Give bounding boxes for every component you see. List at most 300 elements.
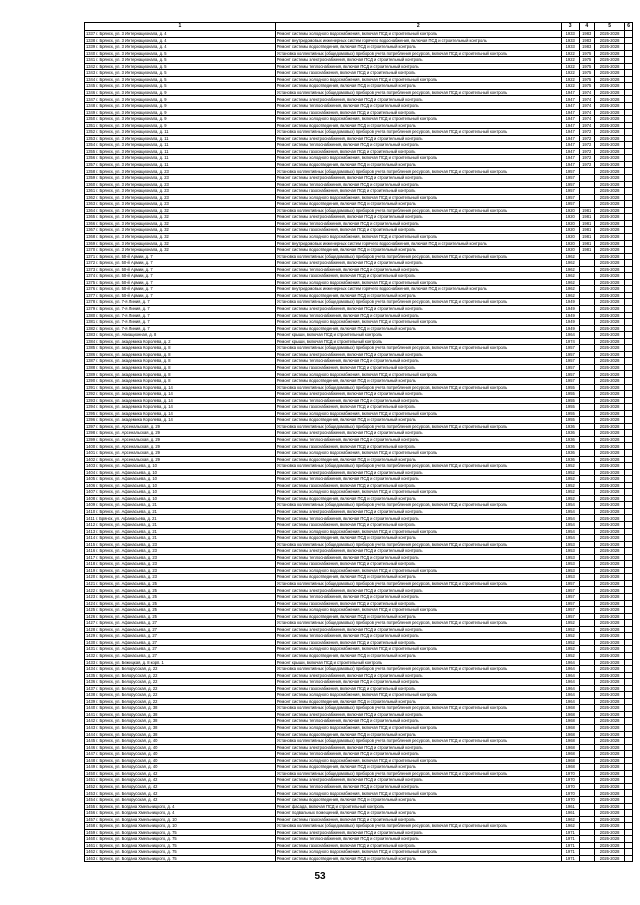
row-number: 1353 [86, 135, 96, 141]
build-year-cell: 1964 [561, 685, 579, 692]
row-number: 1369 [86, 240, 96, 246]
row-number: 1382 [86, 325, 96, 331]
row-number: 1387 [86, 358, 96, 364]
last-repair-year-cell: 1974 [579, 96, 594, 103]
build-year-cell: 1922 [561, 70, 579, 77]
build-year-cell: 1920 [561, 240, 579, 247]
address: г. Брянск, ул. 3 Интернационала, д. 11 [96, 142, 169, 148]
row-number: 1372 [86, 260, 96, 266]
build-year-cell: 1952 [561, 476, 579, 483]
build-year-cell: 1964 [561, 659, 579, 666]
address: г. Брянск, ул. академика Королева, д. 14 [96, 384, 173, 390]
address: г. Брянск, ул. академика Королева, д. 2 [96, 338, 171, 344]
planned-period-cell: 2026-2028 [594, 135, 625, 142]
address: г. Брянск, ул. Белорусская, д. 22 [96, 685, 158, 691]
work-type-cell: Ремонт системы газоснабжения, включая ПСД и строительный контроль [275, 639, 561, 646]
address: г. Брянск, ул. академика Королева, д. 8 [96, 378, 171, 384]
header-row [85, 23, 633, 31]
planned-period-cell: 2026-2028 [594, 777, 625, 784]
build-year-cell: 1952 [561, 620, 579, 627]
work-type-cell: Ремонт системы электроснабжения, включая ПСД и строительный контроль [275, 829, 561, 836]
table-body [85, 31, 633, 862]
build-year-cell: 1952 [561, 463, 579, 470]
address: г. Брянск, ул. 3 Интернационала, д. 9 [96, 103, 167, 109]
work-type-cell: Установка коллективных (общедомовых) приборов учета потребления ресурсов, включая ПСД и строительный контроль [275, 502, 561, 509]
address: г. Брянск, ул. 3 Интернационала, д. 23 [96, 194, 169, 200]
planned-period-cell: 2026-2028 [594, 548, 625, 555]
row-number: 1341 [86, 57, 96, 63]
last-repair-year-cell: 1983 [579, 31, 594, 38]
build-year-cell: 1936 [561, 450, 579, 457]
row-number: 1400 [86, 443, 96, 449]
row-number: 1338 [86, 37, 96, 43]
planned-period-cell: 2026-2028 [594, 351, 625, 358]
row-number: 1349 [86, 109, 96, 115]
address: г. Брянск, ул. 3 Интернационала, д. 11 [96, 135, 169, 141]
last-repair-year-cell: 1974 [579, 109, 594, 116]
planned-period-cell: 2026-2028 [594, 142, 625, 149]
address: г. Брянск, ул. 3 Интернационала, д. 23 [96, 188, 169, 194]
planned-period-cell: 2026-2028 [594, 194, 625, 201]
planned-period-cell: 2026-2028 [594, 816, 625, 823]
row-number: 1416 [86, 548, 96, 554]
work-type-cell: Ремонт внутридомовых инженерных систем горячего водоснабжения, включая ПСД и строительный контроль [275, 240, 561, 247]
build-year-cell: 1964 [561, 698, 579, 705]
planned-period-cell: 2026-2028 [594, 600, 625, 607]
address: г. Брянск, ул. Богдана Хмельницкого, д. 75 [96, 829, 177, 835]
build-year-cell: 1970 [561, 790, 579, 797]
build-year-cell: 1957 [561, 613, 579, 620]
planned-period-cell: 2026-2028 [594, 626, 625, 633]
build-year-cell: 1954 [561, 502, 579, 509]
address: г. Брянск, ул. 7-я Линия, д. 7 [96, 325, 150, 331]
build-year-cell: 1954 [561, 528, 579, 535]
work-type-cell: Ремонт системы теплоснабжения, включая ПСД и строительный контроль [275, 476, 561, 483]
planned-period-cell: 2026-2028 [594, 273, 625, 280]
work-type-cell: Установка коллективных (общедомовых) приборов учета потребления ресурсов, включая ПСД и строительный контроль [275, 823, 561, 830]
work-type-cell: Ремонт системы водоотведения, включая ПСД и строительный контроль [275, 764, 561, 771]
planned-period-cell: 2026-2028 [594, 292, 625, 299]
work-type-cell: Ремонт системы водоотведения, включая ПСД и строительный контроль [275, 652, 561, 659]
row-number: 1360 [86, 181, 96, 187]
work-type-cell: Ремонт системы газоснабжения, включая ПСД и строительный контроль [275, 227, 561, 234]
build-year-cell: 1947 [561, 129, 579, 136]
planned-period-cell: 2026-2028 [594, 633, 625, 640]
row-number: 1440 [86, 705, 96, 711]
row-number: 1384 [86, 338, 96, 344]
build-year-cell: 1952 [561, 633, 579, 640]
planned-period-cell: 2026-2028 [594, 175, 625, 182]
row-number: 1358 [86, 168, 96, 174]
planned-period-cell: 2026-2028 [594, 646, 625, 653]
work-type-cell: Ремонт системы газоснабжения, включая ПСД и строительный контроль [275, 404, 561, 411]
planned-period-cell: 2026-2028 [594, 70, 625, 77]
planned-period-cell: 2026-2028 [594, 803, 625, 810]
build-year-cell: 1947 [561, 148, 579, 155]
last-repair-year-cell: 1983 [579, 37, 594, 44]
work-type-cell: Ремонт системы газоснабжения, включая ПСД и строительный контроль [275, 188, 561, 195]
planned-period-cell: 2026-2028 [594, 482, 625, 489]
build-year-cell: 1957 [561, 600, 579, 607]
build-year-cell: 1947 [561, 89, 579, 96]
row-number: 1458 [86, 823, 96, 829]
row-number: 1406 [86, 482, 96, 488]
work-type-cell: Ремонт системы газоснабжения, включая ПСД и строительный контроль [275, 364, 561, 371]
row-number: 1378 [86, 299, 96, 305]
address: г. Брянск, ул. Афанасьева, д. 10 [96, 489, 157, 495]
row-number: 1370 [86, 247, 96, 253]
work-type-cell: Ремонт системы электроснабжения, включая ПСД и строительный контроль [275, 57, 561, 64]
work-type-cell: Ремонт системы водоотведения, включая ПСД и строительный контроль [275, 698, 561, 705]
planned-period-cell: 2026-2028 [594, 450, 625, 457]
build-year-cell: 1962 [561, 266, 579, 273]
row-number: 1431 [86, 646, 96, 652]
planned-period-cell: 2026-2028 [594, 836, 625, 843]
work-type-cell: Ремонт системы теплоснабжения, включая ПСД и строительный контроль [275, 220, 561, 227]
row-number: 1355 [86, 148, 96, 154]
work-type-cell: Ремонт системы электроснабжения, включая ПСД и строительный контроль [275, 391, 561, 398]
work-type-cell: Ремонт системы холодного водоснабжения, включая ПСД и строительный контроль [275, 194, 561, 201]
planned-period-cell: 2026-2028 [594, 423, 625, 430]
build-year-cell: 1952 [561, 639, 579, 646]
planned-period-cell: 2026-2028 [594, 57, 625, 64]
address: г. Брянск, ул. Белорусская, д. 42 [96, 783, 158, 789]
work-type-cell: Ремонт системы теплоснабжения, включая ПСД и строительный контроль [275, 266, 561, 273]
row-number: 1432 [86, 653, 96, 659]
address: г. Брянск, ул. Белорусская, д. 42 [96, 797, 158, 803]
address: г. Брянск, ул. академика Королева, д. 8 [96, 358, 171, 364]
planned-period-cell: 2026-2028 [594, 731, 625, 738]
row-number: 1449 [86, 764, 96, 770]
build-year-cell: 1964 [561, 332, 579, 339]
work-type-cell: Ремонт подвальных помещений, включая ПСД и строительный контроль [275, 810, 561, 817]
build-year-cell: 1936 [561, 430, 579, 437]
last-repair-year-cell: 1975 [579, 50, 594, 57]
build-year-cell: 1949 [561, 325, 579, 332]
address: г. Брянск, ул. 3 Интернационала, д. 5 [96, 76, 167, 82]
planned-period-cell: 2026-2028 [594, 567, 625, 574]
work-type-cell: Ремонт системы электроснабжения, включая ПСД и строительный контроль [275, 711, 561, 718]
row-number: 1454 [86, 797, 96, 803]
build-year-cell: 1962 [561, 279, 579, 286]
planned-period-cell: 2026-2028 [594, 188, 625, 195]
row-number: 1463 [86, 855, 96, 861]
work-type-cell: Ремонт системы газоснабжения, включая ПСД и строительный контроль [275, 482, 561, 489]
work-type-cell: Ремонт системы теплоснабжения, включая ПСД и строительный контроль [275, 181, 561, 188]
planned-period-cell: 2026-2028 [594, 502, 625, 509]
planned-period-cell: 2026-2028 [594, 790, 625, 797]
work-type-cell: Установка коллективных (общедомовых) приборов учета потребления ресурсов, включая ПСД и строительный контроль [275, 580, 561, 587]
planned-period-cell: 2026-2028 [594, 122, 625, 129]
row-number: 1421 [86, 581, 96, 586]
row-number: 1452 [86, 783, 96, 789]
address: г. Брянск, ул. академика Королева, д. 8 [96, 345, 171, 351]
address: г. Брянск, ул. Белорусская, д. 22 [96, 692, 158, 698]
build-year-cell: 1957 [561, 181, 579, 188]
planned-period-cell: 2026-2028 [594, 338, 625, 345]
work-type-cell: Ремонт системы холодного водоснабжения, включая ПСД и строительный контроль [275, 450, 561, 457]
row-number: 1444 [86, 731, 96, 737]
last-repair-year-cell: 1972 [579, 161, 594, 168]
planned-period-cell: 2026-2028 [594, 770, 625, 777]
work-type-cell: Ремонт системы холодного водоснабжения, включая ПСД и строительный контроль [275, 757, 561, 764]
last-repair-year-cell: 1981 [579, 233, 594, 240]
page-number: 53 [314, 871, 326, 882]
build-year-cell: 1971 [561, 836, 579, 843]
work-type-cell: Установка коллективных (общедомовых) приборов учета потребления ресурсов, включая ПСД и строительный контроль [275, 384, 561, 391]
address: г. Брянск, ул. 3 Интернационала, д. 9 [96, 116, 167, 122]
planned-period-cell: 2026-2028 [594, 522, 625, 529]
build-year-cell: 1947 [561, 103, 579, 110]
work-type-cell: Установка коллективных (общедомовых) приборов учета потребления ресурсов, включая ПСД и строительный контроль [275, 423, 561, 430]
planned-period-cell: 2026-2028 [594, 44, 625, 51]
row-number: 1397 [86, 423, 96, 429]
address: г. Брянск, ул. 3 Интернационала, д. 32 [96, 234, 169, 240]
planned-period-cell: 2026-2028 [594, 574, 625, 581]
build-year-cell: 1947 [561, 116, 579, 123]
build-year-cell: 1955 [561, 410, 579, 417]
row-number: 1347 [86, 96, 96, 102]
build-year-cell: 1952 [561, 495, 579, 502]
address: г. Брянск, ул. Белорусская, д. 22 [96, 672, 158, 678]
planned-period-cell: 2026-2028 [594, 738, 625, 745]
row-number: 1343 [86, 70, 96, 76]
build-year-cell: 1936 [561, 456, 579, 463]
build-year-cell: 1970 [561, 777, 579, 784]
planned-period-cell: 2026-2028 [594, 796, 625, 803]
work-type-cell: Ремонт системы теплоснабжения, включая ПСД и строительный контроль [275, 515, 561, 522]
address: г. Брянск, ул. Афанасьева, д. 10 [96, 469, 157, 475]
address: г. Брянск, ул. 3 Интернационала, д. 32 [96, 240, 169, 246]
last-repair-year-cell: 1981 [579, 207, 594, 214]
planned-period-cell: 2026-2028 [594, 430, 625, 437]
work-type-cell: Ремонт системы теплоснабжения, включая ПСД и строительный контроль [275, 103, 561, 110]
planned-period-cell: 2026-2028 [594, 679, 625, 686]
work-type-cell: Ремонт системы теплоснабжения, включая ПСД и строительный контроль [275, 633, 561, 640]
row-number: 1438 [86, 692, 96, 698]
planned-period-cell: 2026-2028 [594, 161, 625, 168]
row-number: 1390 [86, 378, 96, 384]
planned-period-cell: 2026-2028 [594, 508, 625, 515]
planned-period-cell: 2026-2028 [594, 489, 625, 496]
work-type-cell: Установка коллективных (общедомовых) приборов учета потребления ресурсов, включая ПСД и строительный контроль [275, 50, 561, 57]
address: г. Брянск, ул. Белорусская, д. 40 [96, 738, 158, 744]
planned-period-cell: 2026-2028 [594, 364, 625, 371]
row-number: 1410 [86, 508, 96, 514]
address: г. Брянск, ул. 3 Интернационала, д. 5 [96, 50, 167, 56]
row-number: 1437 [86, 685, 96, 691]
build-year-cell: 1964 [561, 666, 579, 673]
last-repair-year-cell: 1975 [579, 76, 594, 83]
last-repair-year-cell: 1981 [579, 240, 594, 247]
address: г. Брянск, ул. Афанасьева, д. 27 [96, 653, 157, 659]
work-type-cell: Ремонт внутридомовых инженерных систем горячего водоснабжения, включая ПСД и строительный контроль [275, 37, 561, 44]
header-col-4: 4 [579, 23, 594, 31]
address: г. Брянск, ул. 3 Интернационала, д. 9 [96, 109, 167, 115]
address: г. Брянск, ул. Афанасьева, д. 27 [96, 626, 157, 632]
planned-period-cell: 2026-2028 [594, 279, 625, 286]
planned-period-cell: 2026-2028 [594, 312, 625, 319]
row-number: 1414 [86, 535, 96, 541]
build-year-cell: 1957 [561, 201, 579, 208]
row-number: 1373 [86, 266, 96, 272]
address: г. Брянск, ул. Афанасьева, д. 25 [96, 613, 157, 619]
address: г. Брянск, ул. 50-й Армии, д. 7 [96, 260, 153, 266]
work-type-cell: Ремонт системы водоотведения, включая ПСД и строительный контроль [275, 292, 561, 299]
build-year-cell: 1957 [561, 351, 579, 358]
work-type-cell: Ремонт системы холодного водоснабжения, включая ПСД и строительный контроль [275, 724, 561, 731]
work-type-cell: Ремонт системы электроснабжения, включая ПСД и строительный контроль [275, 260, 561, 267]
build-year-cell: 1954 [561, 535, 579, 542]
row-number: 1460 [86, 836, 96, 842]
work-type-cell: Ремонт системы холодного водоснабжения, включая ПСД и строительный контроль [275, 489, 561, 496]
build-year-cell: 1952 [561, 646, 579, 653]
build-year-cell: 1974 [561, 338, 579, 345]
address: г. Брянск, ул. Богдана Хмельницкого, д. 4 [96, 803, 175, 809]
work-type-cell: Ремонт системы холодного водоснабжения, включая ПСД и строительный контроль [275, 692, 561, 699]
last-repair-year-cell [579, 855, 594, 862]
row-number: 1404 [86, 469, 96, 475]
work-type-cell: Ремонт внутридомовых инженерных систем горячего водоснабжения, включая ПСД и строительный контроль [275, 286, 561, 293]
planned-period-cell: 2026-2028 [594, 842, 625, 849]
address: г. Брянск, ул. Афанасьева, д. 21 [96, 508, 157, 514]
build-year-cell: 1957 [561, 607, 579, 614]
work-type-cell: Ремонт системы холодного водоснабжения, включая ПСД и строительный контроль [275, 233, 561, 240]
planned-period-cell: 2026-2028 [594, 240, 625, 247]
planned-period-cell: 2026-2028 [594, 129, 625, 136]
work-type-cell: Ремонт системы водоотведения, включая ПСД и строительный контроль [275, 122, 561, 129]
row-number: 1366 [86, 220, 96, 226]
address: г. Брянск, ул. Афанасьева, д. 27 [96, 633, 157, 639]
work-type-cell: Ремонт системы холодного водоснабжения, включая ПСД и строительный контроль [275, 646, 561, 653]
address: г. Брянск, ул. академика Королева, д. 8 [96, 371, 171, 377]
work-type-cell: Установка коллективных (общедомовых) приборов учета потребления ресурсов, включая ПСД и строительный контроль [275, 89, 561, 96]
row-number: 1462 [86, 849, 96, 855]
build-year-cell: 1947 [561, 155, 579, 162]
address: г. Брянск, ул. 3 Интернационала, д. 9 [96, 122, 167, 128]
address: г. Брянск, ул. 3 Интернационала, д. 23 [96, 175, 169, 181]
row-number: 1352 [86, 129, 96, 135]
work-type-cell: Ремонт системы водоотведения, включая ПСД и строительный контроль [275, 377, 561, 384]
row-number: 1345 [86, 83, 96, 89]
work-type-cell: Ремонт системы водоотведения, включая ПСД и строительный контроль [275, 417, 561, 424]
row-number: 1356 [86, 155, 96, 161]
address: г. Брянск, ул. Белорусская, д. 42 [96, 777, 158, 783]
planned-period-cell: 2026-2028 [594, 587, 625, 594]
work-type-cell: Ремонт системы холодного водоснабжения, включая ПСД и строительный контроль [275, 607, 561, 614]
address: г. Брянск, ул. Афанасьева, д. 23 [96, 541, 157, 547]
address: г. Брянск, ул. Арсенальская, д. 29 [96, 423, 160, 429]
row-number: 1375 [86, 279, 96, 285]
work-type-cell: Ремонт системы холодного водоснабжения, включая ПСД и строительный контроль [275, 279, 561, 286]
planned-period-cell: 2026-2028 [594, 31, 625, 38]
work-type-cell: Ремонт системы холодного водоснабжения, включая ПСД и строительный контроль [275, 849, 561, 856]
row-number: 1351 [86, 122, 96, 128]
work-type-cell: Ремонт системы теплоснабжения, включая ПСД и строительный контроль [275, 594, 561, 601]
planned-period-cell: 2026-2028 [594, 705, 625, 712]
row-number: 1418 [86, 561, 96, 567]
last-repair-year-cell: 1975 [579, 63, 594, 70]
work-type-cell: Ремонт системы электроснабжения, включая ПСД и строительный контроль [275, 469, 561, 476]
row-number: 1456 [86, 810, 96, 816]
work-type-cell: Ремонт крыши, включая ПСД и строительный контроль [275, 659, 561, 666]
work-type-cell: Ремонт системы электроснабжения, включая ПСД и строительный контроль [275, 587, 561, 594]
work-type-cell: Установка коллективных (общедомовых) приборов учета потребления ресурсов, включая ПСД и строительный контроль [275, 168, 561, 175]
build-year-cell: 1922 [561, 83, 579, 90]
work-type-cell: Ремонт системы электроснабжения, включая ПСД и строительный контроль [275, 305, 561, 312]
row-number: 1430 [86, 639, 96, 645]
work-type-cell: Установка коллективных (общедомовых) приборов учета потребления ресурсов, включая ПСД и строительный контроль [275, 705, 561, 712]
work-type-cell: Установка коллективных (общедомовых) приборов учета потребления ресурсов, включая ПСД и строительный контроль [275, 738, 561, 745]
row-number: 1448 [86, 757, 96, 763]
build-year-cell: 1947 [561, 96, 579, 103]
build-year-cell: 1947 [561, 142, 579, 149]
work-type-cell: Ремонт системы водоотведения, включая ПСД и строительный контроль [275, 731, 561, 738]
planned-period-cell: 2026-2028 [594, 764, 625, 771]
work-type-cell: Ремонт системы электроснабжения, включая ПСД и строительный контроль [275, 548, 561, 555]
work-type-cell: Ремонт системы газоснабжения, включая ПСД и строительный контроль [275, 148, 561, 155]
build-year-cell: 1968 [561, 744, 579, 751]
work-type-cell: Ремонт системы водоотведения, включая ПСД и строительный контроль [275, 613, 561, 620]
row-number: 1441 [86, 711, 96, 717]
planned-period-cell: 2026-2028 [594, 391, 625, 398]
planned-period-cell: 2026-2028 [594, 37, 625, 44]
row-number: 1342 [86, 63, 96, 69]
row-number: 1428 [86, 626, 96, 632]
planned-period-cell: 2026-2028 [594, 561, 625, 568]
build-year-cell: 1961 [561, 810, 579, 817]
row-number: 1439 [86, 698, 96, 704]
build-year-cell: 1962 [561, 273, 579, 280]
address: г. Брянск, ул. 3 Интернационала, д. 5 [96, 70, 167, 76]
planned-period-cell: 2026-2028 [594, 168, 625, 175]
address: г. Брянск, ул. Афанасьева, д. 25 [96, 600, 157, 606]
row-number: 1391 [86, 384, 96, 390]
work-type-cell: Ремонт крыши, включая ПСД и строительный контроль [275, 338, 561, 345]
address: г. Брянск, ул. Афанасьева, д. 23 [96, 548, 157, 554]
row-number: 1365 [86, 214, 96, 220]
last-repair-year-cell: 1981 [579, 247, 594, 254]
address: г. Брянск, ул. Авиационная, д. 8 [96, 332, 157, 338]
row-number: 1409 [86, 502, 96, 508]
build-year-cell: 1964 [561, 679, 579, 686]
address: г. Брянск, ул. Богдана Хмельницкого, д. 75 [96, 855, 177, 861]
address: г. Брянск, ул. 3 Интернационала, д. 32 [96, 214, 169, 220]
last-repair-year-cell: 1983 [579, 44, 594, 51]
address: г. Брянск, ул. Богдана Хмельницкого, д. 4 [96, 810, 175, 816]
build-year-cell: 1964 [561, 672, 579, 679]
build-year-cell: 1954 [561, 515, 579, 522]
work-type-cell: Ремонт системы водоотведения, включая ПСД и строительный контроль [275, 83, 561, 90]
build-year-cell: 1920 [561, 227, 579, 234]
address: г. Брянск, ул. Богдана Хмельницкого, д. 10 [96, 823, 177, 829]
row-number: 1350 [86, 116, 96, 122]
address: г. Брянск, ул. Белорусская, д. 38 [96, 731, 158, 737]
address: г. Брянск, ул. 3 Интернационала, д. 4 [96, 44, 167, 50]
planned-period-cell: 2026-2028 [594, 410, 625, 417]
work-type-cell: Ремонт системы газоснабжения, включая ПСД и строительный контроль [275, 600, 561, 607]
row-number: 1388 [86, 364, 96, 370]
build-year-cell: 1962 [561, 816, 579, 823]
address: г. Брянск, ул. Белорусская, д. 42 [96, 770, 158, 776]
planned-period-cell: 2026-2028 [594, 652, 625, 659]
build-year-cell: 1952 [561, 489, 579, 496]
planned-period-cell: 2026-2028 [594, 83, 625, 90]
build-year-cell: 1957 [561, 168, 579, 175]
build-year-cell: 1920 [561, 207, 579, 214]
work-type-cell: Ремонт системы холодного водоснабжения, включая ПСД и строительный контроль [275, 410, 561, 417]
planned-period-cell: 2026-2028 [594, 63, 625, 70]
